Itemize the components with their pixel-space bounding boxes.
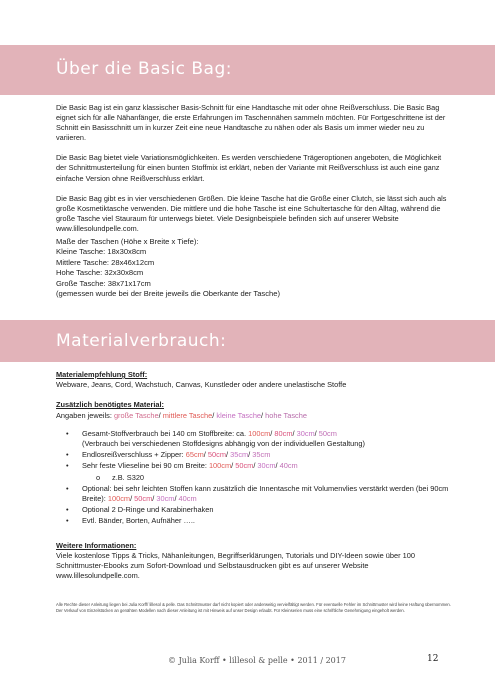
about-paragraph-1: Die Basic Bag ist ein ganz klassischer Basis-Schnitt für eine Handtasche mit oder ohne Reißverschluss. Die Basic Bag eignet sich für alle Nähanfänger, die erste Erfahrungen im Taschennähen sammeln möchten. Für Fortgeschrittene ist der Schnitt ein Basisschnitt um in kurzer Zeit eine neue Handtasche zu nähen oder als Basis um immer wieder neu zu variieren. <box>56 103 446 143</box>
section-banner-about <box>0 45 495 95</box>
angaben-prefix: Angaben jeweils: <box>56 410 114 420</box>
section-banner-material <box>0 320 495 362</box>
angaben-line: Angaben jeweils: große Tasche/ mittlere Tasche/ kleine Tasche/ hohe Tasche <box>56 410 307 420</box>
about-text-block <box>56 103 451 234</box>
page-footer: © Julia Korff • lillesol & pelle • 2011 / 2017 <box>168 656 346 665</box>
legend-medium: mittlere Tasche <box>162 410 213 420</box>
page-number: 12 <box>427 654 439 664</box>
list-item: • Evtl. Bänder, Borten, Aufnäher ….. <box>66 516 195 526</box>
size-large: Große Tasche: 38x71x17cm <box>56 278 151 288</box>
weitere-text: Viele kostenlose Tipps & Tricks, Nähanleitungen, Begriffserklärungen, Tutorials und DIY-Ideen sowie über 100 Schnittmuster-Ebooks zum Sofort-Download und Selbstausdrucken gibt es auf unserer Website www.lillesolundpelle.com. <box>56 550 415 581</box>
weitere-heading: Weitere Informationen: <box>56 540 137 550</box>
sizes-block <box>56 237 451 299</box>
legend-large: große Tasche <box>113 410 159 420</box>
sizes-heading: Maße der Taschen (Höhe x Breite x Tiefe): <box>56 237 199 246</box>
about-paragraph-2: Die Basic Bag bietet viele Variationsmöglichkeiten. Es werden verschiedene Trägeroptionen angeboten, die Möglichkeit der Schnittmusterteilung für einen bunten Stoffmix ist erklärt, neben der Variante mit Reißverschluss ist auch eine ganz einfache Version ohne Reißverschluss erklärt. <box>56 153 442 183</box>
section-title-about: Über die Basic Bag: <box>56 59 232 79</box>
size-tall: Hohe Tasche: 32x30x8cm <box>56 268 144 278</box>
size-medium: Mittlere Tasche: 28x46x12cm <box>56 257 155 267</box>
list-subitem: o z.B. S320 <box>96 472 145 482</box>
stoff-heading: Materialempfehlung Stoff: <box>56 370 148 379</box>
stoff-text: Webware, Jeans, Cord, Wachstuch, Canvas, Kunstleder oder andere unelastische Stoffe <box>56 380 347 390</box>
legend-small: kleine Tasche <box>216 410 262 420</box>
about-paragraph-3: Die Basic Bag gibt es in vier verschiedenen Größen. Die kleine Tasche hat die Größe einer Clutch, sie lässt sich auch als große Kosmetiktasche verwenden. Die mittlere und die hohe Tasche ist eine Schultertasche für den Alltag, während die große Tasche viel Stauraum für unterwegs bietet. Viele Designbeispiele befinden sich auf unserer Website www.lillesolundpelle.com. <box>56 193 447 233</box>
list-item: • Optional: bei sehr leichten Stoffen kann zusätzlich die Innentasche mit Volumenvlies verstärkt werden (bei 90cm Breite): 100cm/ 50cm/ 30cm/ 40cm <box>66 483 449 504</box>
list-item: • Endlosreißverschluss + Zipper: 65cm/ 50cm/ 35cm/ 35cm <box>66 450 271 460</box>
material-block <box>56 370 451 581</box>
list-item: • Gesamt-Stoffverbrauch bei 140 cm Stoffbreite: ca. 100cm/ 80cm/ 30cm/ 50cm (Verbrauch bei verschiedenen Stoffdesigns abhängig von der individuellen Gestaltung) <box>66 428 365 449</box>
zusatz-heading: Zusätzlich benötigtes Material: <box>56 400 165 410</box>
section-title-material: Materialverbrauch: <box>56 331 227 351</box>
material-list <box>56 429 451 527</box>
copyright-disclaimer: Alle Rechte dieser Anleitung liegen bei Julia Korff/ lillesol & pelle. Das Schnittmuster darf nicht kopiert oder anderweitig vervielfältigt werden. Für eventuelle Fehler im Schnittmuster wird keine Haftung übernommen. Der Verkauf von Einzelstücken an genähten Modellen nach dieser Anleitung ist mit Hinweis auf unser Design erlaubt. Für Kleinserien muss eine schriftliche Genehmigung eingeholt werden. <box>56 602 451 614</box>
legend-tall: hohe Tasche <box>265 410 307 420</box>
sizes-note: (gemessen wurde bei der Breite jeweils die Oberkante der Tasche) <box>56 289 280 299</box>
size-small: Kleine Tasche: 18x30x8cm <box>56 247 147 257</box>
list-item: • Optional 2 D-Ringe und Karabinerhaken <box>66 505 214 515</box>
list-item: • Sehr feste Vlieseline bei 90 cm Breite: 100cm/ 50cm/ 30cm/ 40cm <box>66 461 298 471</box>
list-item-note: (Verbrauch bei verschiedenen Stoffdesigns abhängig von der individuellen Gestaltung) <box>82 439 365 449</box>
